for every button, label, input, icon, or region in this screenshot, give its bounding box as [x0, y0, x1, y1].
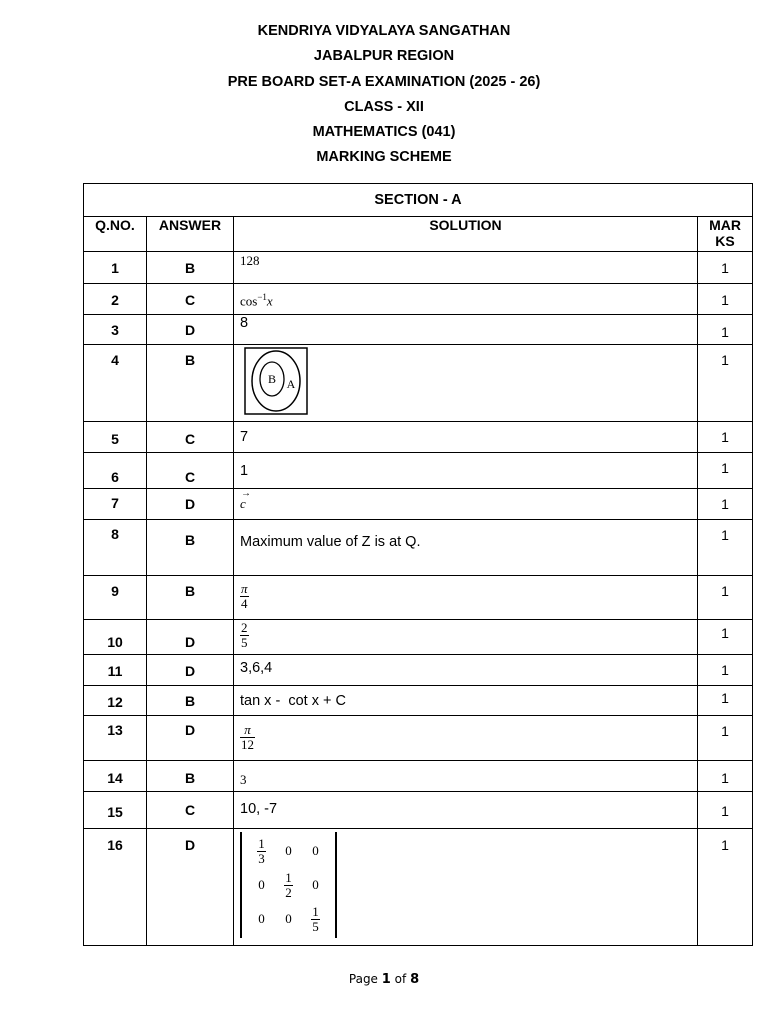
answer-option: B: [147, 520, 234, 576]
marks-value: 1: [698, 761, 753, 792]
marks-value: 1: [698, 489, 753, 520]
set-b-label: B: [267, 372, 277, 386]
question-number: 14: [84, 761, 147, 792]
table-row: [84, 315, 753, 345]
answer-option: D: [147, 655, 234, 686]
solution-header: SOLUTION: [234, 217, 698, 252]
question-number: 4: [84, 345, 147, 422]
solution-matrix: [234, 829, 698, 946]
question-number: 8: [84, 520, 147, 576]
venn-diagram-image: [244, 347, 310, 417]
vector-arrow: →: [241, 488, 251, 499]
answer-option: D: [147, 315, 234, 345]
answer-option: D: [147, 829, 234, 946]
answer-option: B: [147, 761, 234, 792]
marks-value: 1: [698, 252, 753, 284]
answer-option: B: [147, 252, 234, 284]
total-pages: 8: [410, 972, 420, 987]
question-number: 12: [84, 686, 147, 716]
question-number: 6: [84, 453, 147, 489]
answer-option: C: [147, 453, 234, 489]
table-row: [84, 284, 753, 315]
table-row: [84, 489, 753, 520]
set-a-label: A: [286, 377, 296, 391]
question-number: 10: [84, 620, 147, 655]
marks-value: 1: [698, 284, 753, 315]
marks-value: 1: [698, 792, 753, 829]
question-number: 1: [84, 252, 147, 284]
answer-option: C: [147, 422, 234, 453]
column-header-row: [84, 217, 753, 252]
class-name: CLASS - XII: [344, 98, 424, 115]
page-footer: Page 1 of 8: [348, 972, 420, 987]
solution-vector: → c: [234, 489, 698, 520]
solution-fraction: $\frac{\pi}{12}$: [234, 716, 698, 761]
document-title: MARKING SCHEME: [316, 149, 452, 166]
solution-text: 1: [234, 453, 698, 489]
question-number: 3: [84, 315, 147, 345]
marks-header: MAR KS: [698, 217, 753, 252]
table-row: [84, 655, 753, 686]
marks-value: 1: [698, 576, 753, 620]
solution-venn-diagram: [234, 345, 698, 422]
table-row: [84, 686, 753, 716]
section-row: [84, 184, 753, 217]
question-number: 7: [84, 489, 147, 520]
table-row: [84, 620, 753, 655]
table-row: [84, 716, 753, 761]
marks-value: 1: [698, 829, 753, 946]
diagonal-matrix: $\frac{1}{3}$ 0 0 0 $\frac{1}{2}$ 0 0 0 $\frac{1}{5}$: [240, 832, 337, 938]
question-number: 16: [84, 829, 147, 946]
marks-value: 1: [698, 520, 753, 576]
solution-text: Maximum value of Z is at Q.: [234, 520, 698, 576]
question-number: 13: [84, 716, 147, 761]
table-row: [84, 453, 753, 489]
answer-option: D: [147, 489, 234, 520]
marks-value: 1: [698, 453, 753, 489]
answer-option: B: [147, 576, 234, 620]
document-header: [0, 20, 768, 172]
table-row: [84, 345, 753, 422]
page-number: 1: [381, 972, 391, 987]
question-number: 5: [84, 422, 147, 453]
table-row: [84, 422, 753, 453]
marks-value: 1: [698, 345, 753, 422]
table-row: [84, 252, 753, 284]
question-number: 15: [84, 792, 147, 829]
solution-fraction: $\frac{2}{5}$: [234, 620, 698, 655]
answer-option: B: [147, 345, 234, 422]
answer-option: C: [147, 284, 234, 315]
table-row: [84, 520, 753, 576]
marks-value: 1: [698, 686, 753, 716]
solution-text: 7: [234, 422, 698, 453]
marking-scheme-table: [83, 183, 753, 946]
region-name: JABALPUR REGION: [313, 48, 455, 65]
qno-header: Q.NO.: [84, 217, 147, 252]
answer-header: ANSWER: [147, 217, 234, 252]
answer-option: C: [147, 792, 234, 829]
marks-value: 1: [698, 655, 753, 686]
solution-text: 3: [234, 761, 698, 792]
answer-option: D: [147, 620, 234, 655]
question-number: 2: [84, 284, 147, 315]
solution-fraction: $\frac{\pi}{4}$: [234, 576, 698, 620]
answer-option: D: [147, 716, 234, 761]
solution-text: tan x - cot x + C: [234, 686, 698, 716]
org-name: KENDRIYA VIDYALAYA SANGATHAN: [257, 23, 511, 39]
marks-value: 1: [698, 315, 753, 345]
marks-value: 1: [698, 620, 753, 655]
solution-text: 128: [234, 252, 698, 284]
marks-value: 1: [698, 716, 753, 761]
solution-text: 3,6,4: [234, 655, 698, 686]
exam-name: PRE BOARD SET-A EXAMINATION (2025 - 26): [227, 73, 541, 90]
marks-value: 1: [698, 422, 753, 453]
question-number: 11: [84, 655, 147, 686]
table-row: [84, 829, 753, 946]
table-row: [84, 792, 753, 829]
solution-text: 10, -7: [234, 792, 698, 829]
table-row: [84, 576, 753, 620]
solution-expression: $\cos^{-1}x$: [234, 284, 698, 315]
solution-text: 8: [234, 315, 698, 345]
section-title: SECTION - A: [84, 184, 753, 217]
subject-name: MATHEMATICS (041): [312, 124, 456, 141]
question-number: 9: [84, 576, 147, 620]
table-row: [84, 761, 753, 792]
answer-option: B: [147, 686, 234, 716]
